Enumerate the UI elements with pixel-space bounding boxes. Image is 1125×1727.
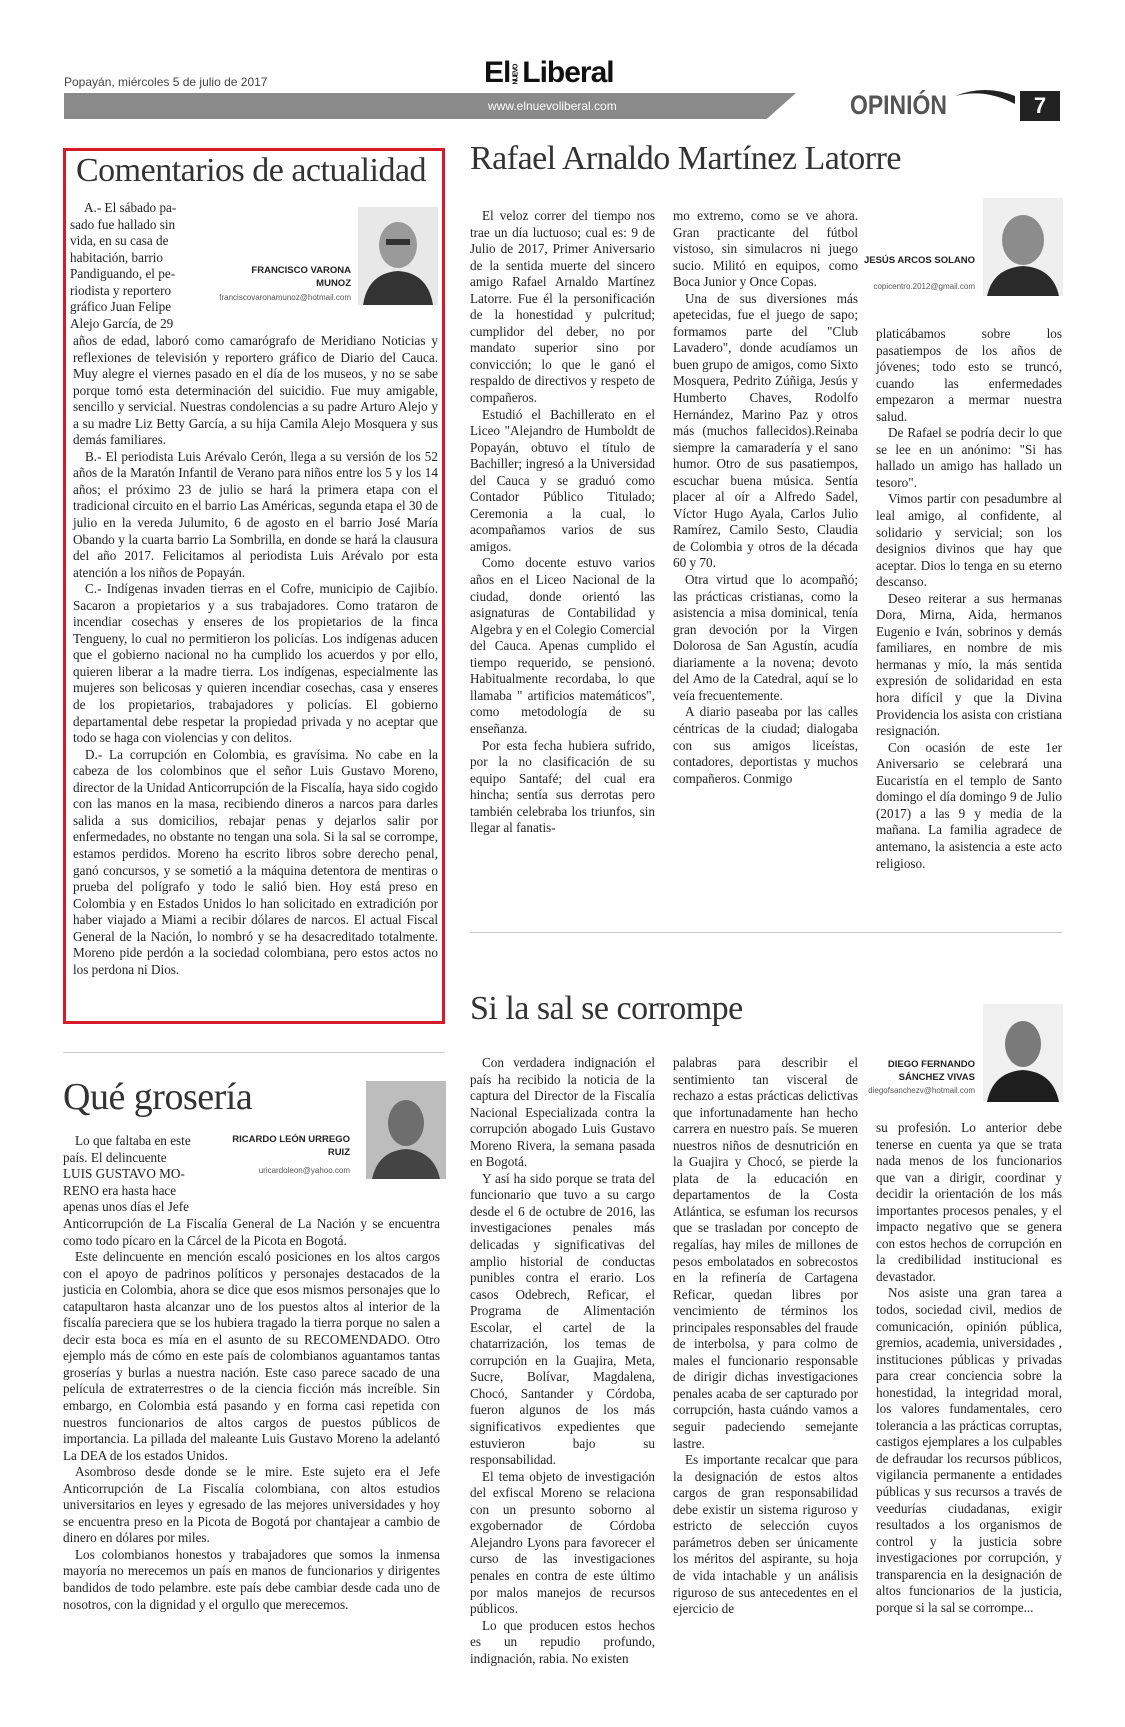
paragraph: Una de sus diversiones más apetecidas, fue el juego de sapo; formamos parte del "Club Lavadero", donde acudíamos un buen grupo de amigos, como Sixto Mosquera, Pedrito Zúñiga, Jesús y Humberto Chaves, Rodolfo Hernández, Marino Paz y otros más (muchos fallecidos).Reinaba siempre la camaradería y el sano humor. Otro de sus pasatiempos, escuchar buena música. Sentía placer al oír a Alfredo Sadel, Víctor Hugo Ayala, Carlos Julio Ramírez, Camilo Sesto, Claudia de Colombia y otros de la década 60 y 70. bbox=[673, 290, 858, 571]
sal-col-3 bbox=[876, 1120, 1062, 1616]
swoosh-decoration bbox=[955, 90, 1030, 118]
paragraph: Estudió el Bachillerato en el Liceo "Alejandro de Humboldt de Popayán, obtuvo el título de Bachiller; ingresó a la Universidad del Cauca y se graduó como Contador Público Titulado; Ceremonia a la cual, lo acompañamos varios de sus amigos. bbox=[470, 406, 655, 554]
text-line: Pandiguando, el pe- bbox=[70, 266, 176, 282]
text-line: Lo que faltaba en este bbox=[75, 1133, 191, 1148]
paragraph: su profesión. Lo anterior debe tenerse en cuenta ya que se trata nada menos de los funcionarios que van a dirigir, coordinar y decidir la orientación de los más importantes procesos penales, y el impacto negativo que se genera con estos hechos de corrupción en la credibilidad institucional es devastador. bbox=[876, 1120, 1062, 1284]
author-name-sanchez: DIEGO FERNANDO SÁNCHEZ VIVAS bbox=[887, 1059, 975, 1083]
logo-liberal: Liberal bbox=[522, 56, 614, 89]
author-photo-varona bbox=[358, 207, 438, 305]
text-line: habitación, barrio bbox=[70, 249, 164, 265]
groseria-body bbox=[63, 1216, 440, 1613]
paragraph: Es importante recalcar que para la designación de estos altos cargos de gran responsabilidad debe existir un sistema riguroso y estricto de selección cuyos parámetros deben ser únicamente los méritos del aspirante, su hoja de vida intachable y un análisis riguroso de sus antecedentes en el ejercicio de bbox=[673, 1452, 858, 1617]
text-line: sado fue hallado sin bbox=[70, 216, 176, 232]
text-line: gráfico Juan Felipe bbox=[70, 299, 172, 315]
logo-nuevo: NUEVO bbox=[512, 64, 520, 85]
sal-col-2 bbox=[673, 1055, 858, 1618]
paragraph: El tema objeto de investigación del exfiscal Moreno se relaciona con un presunto soborno al exgobernador de Córdoba Alejandro Lyons para favorecer el curso de las investigaciones penales en contra de este último por malos manejos de recursos públicos. bbox=[470, 1468, 655, 1617]
logo-el: El bbox=[484, 56, 511, 89]
author-photo-arcos bbox=[983, 198, 1063, 296]
paragraph: Y así ha sido porque se trata del funcionario que tuvo a su cargo desde el 6 de octubre de 2016, las investigaciones penales más delicadas y significativas del amplio historial de conductas punibles contra el erario. Los casos Odebrech, Reficar, el Programa de Alimentación Escolar, el cartel de la chatarrización, los temas de corrupción en la Guajira, Meta, Sucre, Bolívar, Magdalena, Chocó, Santander y Córdoba, fueron algunos de los más significativos expedientes que estuvieron bajo su responsabilidad. bbox=[470, 1170, 655, 1468]
paragraph: Como docente estuvo varios años en el Liceo Nacional de la ciudad, donde orientó las asignaturas de Contabilidad y Algebra y en el Colegio Comercial del Cauca. Apenas cumplido el tiempo requerido, se pensionó. Habitualmente recordaba, lo que llamaba " artificios matemáticos", como metodología de su enseñanza. bbox=[470, 555, 655, 736]
paragraph: B.- El periodista Luis Arévalo Cerón, llega a su versión de los 52 años de la Maratón Infantil de Verano para niños entre los 5 y los 14 años; el próximo 23 de julio se hará la primera etapa con el tradicional circuito en el barrio Las Américas, segunda etapa el 30 de julio en la vereda Julumito, 6 de agosto en el barrio José María Obando y la cuarta barrio La Sombrilla, en donde se hará la clausura del año 2017. Felicitamos al periodista Luis Arévalo por esta atención a los niños de Popayán. bbox=[73, 448, 438, 580]
text-line: vida, en su casa de bbox=[70, 233, 169, 249]
paragraph: Con verdadera indignación el país ha recibido la noticia de la captura del Director de la Fiscalía Nacional Especializada contra la corrupción abogado Luis Gustavo Moreno Rivera, la semana pasada en Bogotá. bbox=[470, 1055, 655, 1170]
author-email-urrego[interactable]: uricardoleon@yahoo.com bbox=[258, 1166, 350, 1175]
paragraph: El veloz correr del tiempo nos trae un día luctuoso; cual es: 9 de Julio de 2017, Primer Aniversario de la sentida muerte del sincero amigo Rafael Arnaldo Martínez Latorre. Fue él la personificación de la honestidad y pulcritud; cumplidor del deber, no por mandato superior sino por convicción; lo que le ganó el respaldo de directivos y respeto de compañeros. bbox=[470, 208, 655, 406]
newspaper-logo bbox=[484, 56, 614, 90]
author-email-arcos[interactable]: copicentro.2012@gmail.com bbox=[873, 282, 975, 291]
text-line: A.- El sábado pa- bbox=[84, 200, 177, 215]
paragraph: Otra virtud que lo acompañó; las prácticas cristianas, como la asistencia a misa dominical, tenía gran devoción por la Virgen Dolorosa de San Agustín, acudía diariamente a la novena; devoto del Amo de la Catedral, aquí se lo veía frecuentemente. bbox=[673, 572, 858, 703]
author-name-arcos: JESÚS ARCOS SOLANO bbox=[863, 255, 975, 266]
divider bbox=[470, 932, 1062, 933]
paragraph: Por esta fecha hubiera sufrido, por la no clasificación de su equipo Santafé; del cual era hincha; sentía sus derrotas pero también celebraba los triunfos, sin llegar al fanatis- bbox=[470, 737, 655, 836]
issue-date: Popayán, miércoles 5 de julio de 2017 bbox=[64, 75, 268, 89]
paragraph: platicábamos sobre los pasatiempos de los años de jóvenes; todo esto se truncó, cuando las enfermedades empezaron a mermar nuestra salud. bbox=[876, 326, 1062, 424]
paragraph: Con ocasión de este 1er Aniversario se celebrará una Eucaristía en el templo de Santo domingo el día domingo 9 de Julio (2017) a las 9 y media de la mañana. La familia agradece de antemano, la asistencia a este acto religioso. bbox=[876, 739, 1062, 871]
paragraph: De Rafael se podría decir lo que se lee en un anónimo: "Si has hallado un amigo has hallado un tesoro". bbox=[876, 425, 1062, 490]
author-photo-urrego bbox=[366, 1081, 446, 1179]
paragraph: Asombroso desde donde se le mire. Este sujeto era el Jefe Anticorrupción de La Fiscalía colombiana, con altos estudios universitarios en leyes y egresado de las mejores universidades y hoy se encuentra preso en la Picota de Bogotá por chantajear a cambio de dinero en dólares por miles. bbox=[63, 1464, 440, 1546]
comentarios-intro bbox=[70, 200, 200, 332]
groseria-intro bbox=[63, 1133, 218, 1216]
paragraph: años de edad, laboró como camarógrafo de Meridiano Noticias y reflexiones de televisión y reportero gráfico de Diario del Cauca. Muy alegre el viernes pasado en el día de los museos, y no se sabe porque tomó esta determinación del suicidio. Fue muy amigable, sencillo y servicial. Nuestras condolencias a su padre Arturo Alejo y a su madre Liz Betty García, a su hija Camila Alejo Mosquera y sus demás familiares. bbox=[73, 333, 438, 448]
website-url[interactable]: www.elnuevoliberal.com bbox=[488, 99, 617, 113]
paragraph: Deseo reiterar a sus hermanas Dora, Mirna, Aida, hermanos Eugenio e Iván, sobrinos y demás familiares, en nombre de mis hermanas y mío, la más sentida expresión de solidaridad en esta hora difícil y que la Divina Providencia los asista con cristiana resignación. bbox=[876, 590, 1062, 739]
text-line: país. El delincuente bbox=[63, 1149, 167, 1165]
article-title-rafael: Rafael Arnaldo Martínez Latorre bbox=[470, 140, 902, 177]
rafael-col-2 bbox=[673, 208, 858, 787]
comentarios-body bbox=[73, 333, 438, 978]
article-title-sal: Si la sal se corrompe bbox=[470, 990, 743, 1027]
paragraph: Anticorrupción de La Fiscalía General de La Nación y se encuentra como todo pícaro en la Cárcel de la Picota en Bogotá. bbox=[63, 1216, 440, 1248]
sal-col-1 bbox=[470, 1055, 655, 1667]
text-line: LUIS GUSTAVO MO- bbox=[63, 1166, 185, 1182]
text-line: apenas unos días el Jefe bbox=[63, 1199, 189, 1215]
paragraph: Los colombianos honestos y trabajadores que somos la inmensa mayoría no merecemos un país en manos de funcionarios y dirigentes bandidos de todo pelambre. este país debe cambiar desde cada uno de nosotros, con la dignidad y el orgullo que merecemos. bbox=[63, 1546, 440, 1612]
paragraph: Lo que producen estos hechos es un repudio profundo, indignación, rabia. No existen bbox=[470, 1617, 655, 1666]
author-photo-sanchez bbox=[983, 1004, 1063, 1102]
section-title: OPINIÓN bbox=[850, 90, 947, 120]
page-number: 7 bbox=[1020, 91, 1060, 121]
rafael-col-1 bbox=[470, 208, 655, 837]
text-line: RENO era hasta hace bbox=[63, 1182, 177, 1198]
divider bbox=[63, 1052, 445, 1053]
paragraph: Este delincuente en mención escaló posiciones en los altos cargos con el apoyo de padrinos políticos y personajes destacados de la justicia en Colombia, ahora se dice que esos mismos personajes que lo catapultaron hasta alcanzar uno de los puestos altos al interior de la fiscalía pareciera que se los hubiera tragado la tierra porque no salen a decir esta boca es mía en el asunto de su RECOMENDADO. Otro ejemplo más de cómo en este país de colombianos aguantamos tantas groserías y burlas a nuestra nación. Este caso parece sacado de una película de extraterrestres o de la ciencia ficción más increíble. Sin embargo, en Colombia está pasando y en forma casi repetida con nuestros funcionarios de altos cargos de puestos públicos de importancia. La pillada del maleante Luis Gustavo Moreno la adelantó La DEA de los estados Unidos. bbox=[63, 1249, 440, 1463]
rafael-col-3 bbox=[876, 326, 1062, 872]
paragraph: A diario paseaba por las calles céntricas de la ciudad; dialogaba con sus amigos liceístas, contadores, deportistas y muchos compañeros. Conmigo bbox=[673, 704, 858, 786]
header-bar bbox=[64, 93, 796, 119]
article-title-comentarios: Comentarios de actualidad bbox=[76, 152, 427, 189]
text-line: Alejo García, de 29 bbox=[70, 315, 174, 331]
author-email-varona[interactable]: franciscovaronamunoz@hotmail.com bbox=[219, 293, 351, 302]
author-name-varona: FRANCISCO VARONA MUNOZ bbox=[251, 265, 351, 289]
paragraph: palabras para describir el sentimiento tan visceral de rechazo a estas prácticas delictivas que infortunadamente han hecho carrera en nuestro país. Se mueren nuestros niños de desnutrición en la Guajira y Chocó, se pierde la plata de la educación en departamentos de la Costa Atlántica, se esfuman los recursos que se trasladan por concepto de regalías, hay miles de millones de pesos embolatados en sobrecostos en la refinería de Cartagena Reficar, quedan libres por vencimiento de términos los principales responsables del fraude de interbolsa, y para colmo de males el funcionario responsable de dirigir dichas investigaciones penales acaba de ser capturado por corrupción, hasta cuándo vamos a seguir padeciendo semejante lastre. bbox=[673, 1055, 858, 1451]
paragraph: mo extremo, como se ve ahora. Gran practicante del fútbol vistoso, sin simulacros ni juego sucio. Militó en equipos, como Boca Junior y Once Copas. bbox=[673, 208, 858, 290]
author-name-urrego: RICARDO LEÓN URREGO RUIZ bbox=[232, 1134, 350, 1158]
article-title-groseria: Qué grosería bbox=[63, 1076, 253, 1118]
paragraph: C.- Indígenas invaden tierras en el Cofre, municipio de Cajibío. Sacaron a propietarios y a sus trabajadores. Como trataron de incendiar cosechas y enseres de los propietarios de la finca Tengueny, lo cual no permitieron los policías. Los indígenas aducen que el gobierno nacional no ha cumplido los acuerdos y por ello, quieren liberar a la madre tierra. Los indígenas, especialmente las mujeres son belicosas y quieren incendiar cosechas, casa y enseres de los propietarios, trabajadores y policías. El gobierno departamental debe respetar la propiedad privada y no aceptar que todo se haga con violencias y con delitos. bbox=[73, 581, 438, 746]
paragraph: Nos asiste una gran tarea a todos, sociedad civil, medios de comunicación, opinión pública, gremios, academia, universidades , instituciones públicas y privadas para crear conciencia sobre la honestidad, la integridad moral, los valores fundamentales, cero tolerancia a las prácticas corruptas, castigos ejemplares a los culpables de defraudar los recursos públicos, vigilancia permanente a entidades públicas y sus recursos a través de veedurías ciudadanas, exigir resultados a los organismos de control y la justicia sobre investigaciones por corrupción, y transparencia en la designación de altos funcionarios de la justicia, porque si la sal se corrompe... bbox=[876, 1285, 1062, 1615]
paragraph: D.- La corrupción en Colombia, es gravísima. No cabe en la cabeza de los colombinos que el señor Luis Gustavo Moreno, director de la Unidad Anticorrupción de la Fiscalía, haya sido cogido con las manos en la masa, recibiendo dineros a narcos para darles salida a sus domicilios, rebajar penas y dejarlos salir por enfermedades, no obstante no tengan una sola. Si la sal se corrompe, estamos perdidos. Moreno ha escrito libros sobre derecho penal, ganó concursos, y se sometió a la máquina detentora de mentiras o prueba del polígrafo y todo le salió bien. Hoy está preso en Colombia y en Estados Unidos lo han solicitado en extradición por haber viajado a Miami a recibir dólares de narcos. El actual Fiscal General de la Nación, lo nombró y se ha desacreditado totalmente. Moreno pide perdón a la sociedad colombiana, pero estos actos no los perdona ni Dios. bbox=[73, 746, 438, 977]
text-line: riodista y reportero bbox=[70, 282, 172, 298]
author-email-sanchez[interactable]: diegofsanchezv@hotmail.com bbox=[868, 1086, 975, 1095]
paragraph: Vimos partir con pesadumbre al leal amigo, al confidente, al solidario y servicial; son los designios divinos que hay que aceptar. Dios lo tenga en su eterno descanso. bbox=[876, 491, 1062, 590]
